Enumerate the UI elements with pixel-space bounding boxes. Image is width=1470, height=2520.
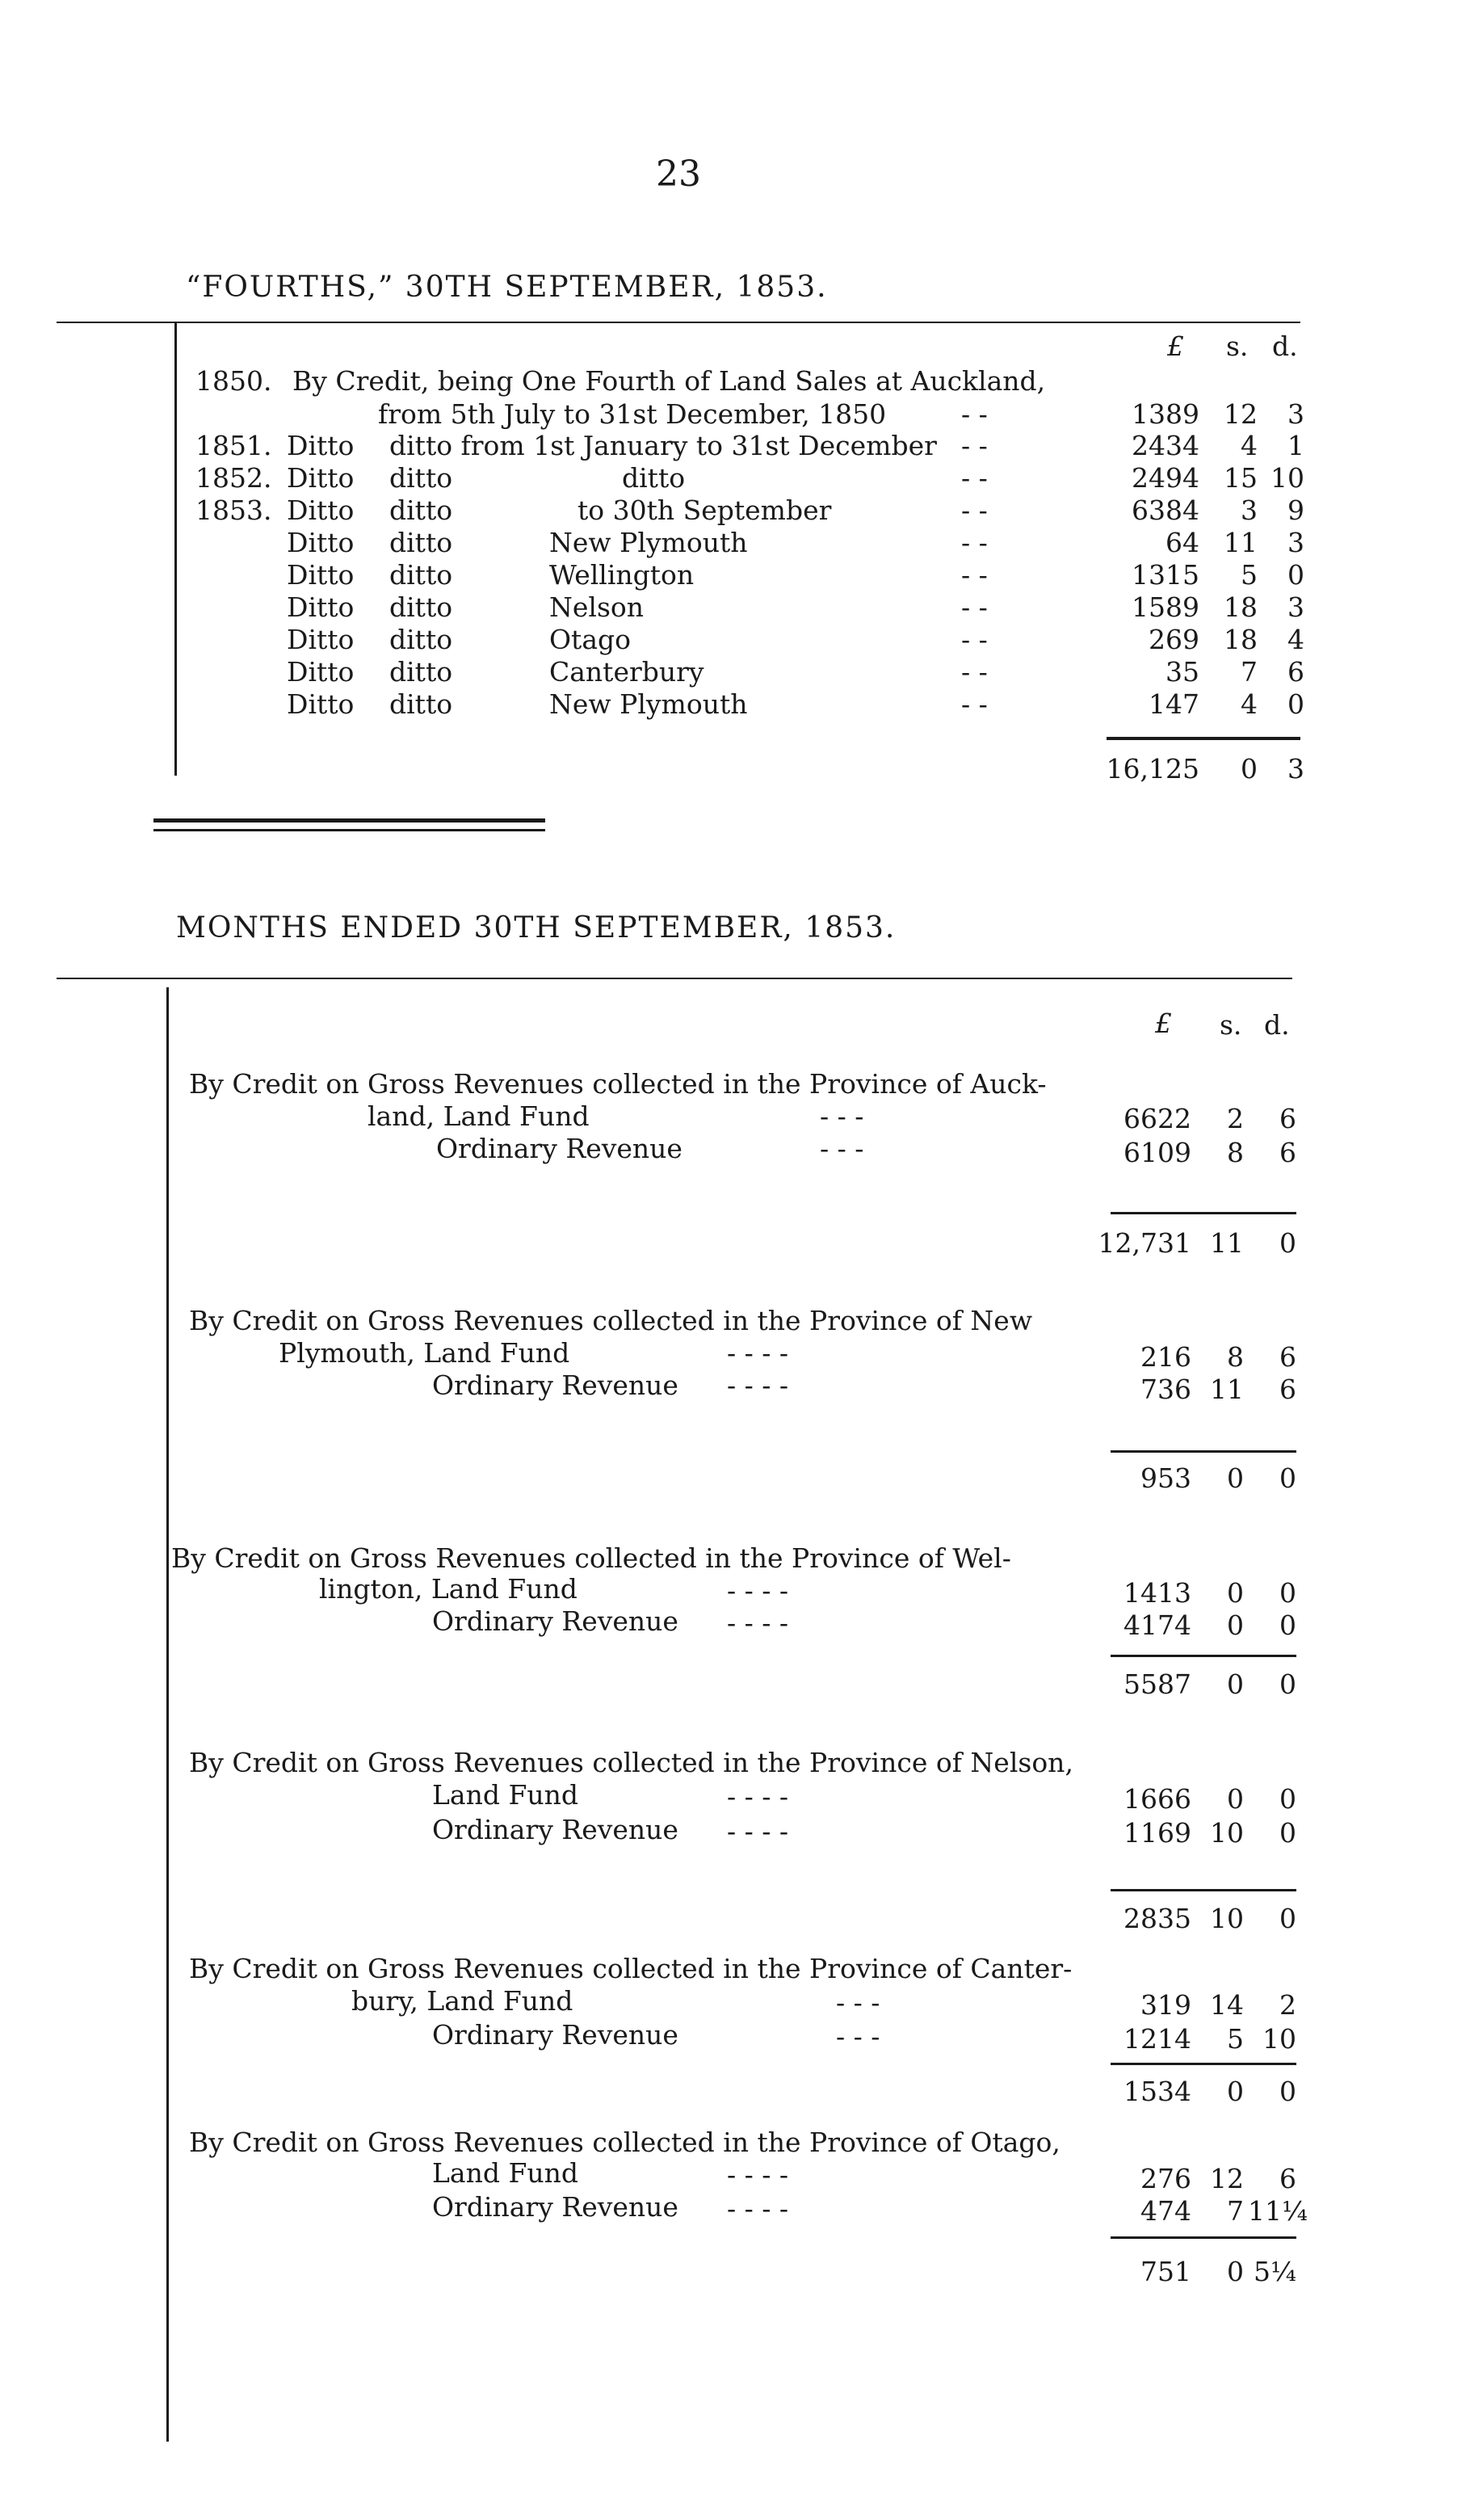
entry-ordinary-dashes: - - - bbox=[820, 1133, 864, 1164]
land-fund-shillings: 2 bbox=[1227, 1103, 1244, 1134]
row-ditto: Ditto bbox=[287, 494, 355, 526]
section2-pence-header: d. bbox=[1264, 1009, 1290, 1041]
row-dashes: - - bbox=[961, 559, 988, 591]
row-dashes: - - bbox=[961, 656, 988, 688]
section1-total-pence: 3 bbox=[1287, 753, 1304, 785]
row-pounds: 64 bbox=[1166, 527, 1199, 558]
row-pounds: 6384 bbox=[1132, 494, 1199, 526]
ordinary-pounds: 6109 bbox=[1124, 1137, 1191, 1168]
total-pence: 5¼ bbox=[1254, 2256, 1296, 2287]
section1-total-rule bbox=[1107, 737, 1300, 740]
entry-ordinary-dashes: - - - - bbox=[727, 2193, 789, 2224]
row-place: ditto bbox=[622, 462, 686, 494]
row-pence: 10 bbox=[1270, 462, 1304, 494]
ordinary-shillings: 7 bbox=[1227, 2195, 1244, 2227]
total-shillings: 0 bbox=[1227, 1668, 1244, 1700]
entry-ordinary-label: Ordinary Revenue bbox=[432, 1605, 678, 1637]
land-fund-pence: 0 bbox=[1279, 1577, 1296, 1609]
row-dashes: - - bbox=[961, 430, 988, 461]
land-fund-pence: 0 bbox=[1279, 1783, 1296, 1815]
row-pence: 6 bbox=[1287, 656, 1304, 688]
total-shillings: 0 bbox=[1227, 2256, 1244, 2287]
subtotal-rule bbox=[1111, 2236, 1296, 2239]
row-dashes: - - bbox=[961, 688, 988, 720]
total-pence: 0 bbox=[1279, 1668, 1296, 1700]
ordinary-pence: 11¼ bbox=[1248, 2195, 1308, 2227]
row-ditto-2: ditto bbox=[389, 559, 453, 591]
row-ditto-2: ditto bbox=[389, 688, 453, 720]
total-pounds: 751 bbox=[1140, 2256, 1191, 2287]
entry-line1: By Credit on Gross Revenues collected in the Province of Wel- bbox=[171, 1542, 1011, 1574]
row-shillings: 18 bbox=[1224, 624, 1258, 655]
land-fund-shillings: 8 bbox=[1227, 1341, 1244, 1373]
total-pence: 0 bbox=[1279, 1227, 1296, 1259]
entry-ordinary-label: Ordinary Revenue bbox=[436, 1133, 682, 1164]
entry-line1: By Credit on Gross Revenues collected in the Province of Otago, bbox=[189, 2127, 1060, 2158]
section1-pound-header: £ bbox=[1167, 330, 1184, 362]
ordinary-shillings: 0 bbox=[1227, 1609, 1244, 1641]
entry-land-fund-dashes: - - - - bbox=[727, 1781, 789, 1812]
entry-land-fund-label: land, Land Fund bbox=[368, 1100, 590, 1132]
total-shillings: 11 bbox=[1210, 1227, 1244, 1259]
ordinary-pence: 10 bbox=[1262, 2023, 1296, 2055]
entry-ordinary-dashes: - - - - bbox=[727, 1607, 789, 1639]
section2-heading: MONTHS ENDED 30TH SEPTEMBER, 1853. bbox=[176, 911, 897, 944]
row-ditto: Ditto bbox=[287, 688, 355, 720]
ordinary-pounds: 1169 bbox=[1124, 1817, 1191, 1849]
section1-total-pounds: 16,125 bbox=[1106, 753, 1199, 785]
total-pounds: 1534 bbox=[1124, 2076, 1191, 2107]
entry-ordinary-dashes: - - - - bbox=[727, 1815, 789, 1847]
row-shillings: 15 bbox=[1224, 462, 1258, 494]
entry-line1: By Credit on Gross Revenues collected in the Province of Auck- bbox=[189, 1068, 1047, 1100]
section1-shilling-header: s. bbox=[1226, 330, 1249, 362]
ordinary-shillings: 11 bbox=[1210, 1374, 1244, 1405]
row-ditto-2: ditto bbox=[389, 494, 453, 526]
row-dashes: - - bbox=[961, 462, 988, 494]
land-fund-shillings: 12 bbox=[1210, 2163, 1244, 2194]
row-shillings: 11 bbox=[1224, 527, 1258, 558]
land-fund-pounds: 276 bbox=[1140, 2163, 1191, 2194]
row-ditto: Ditto bbox=[287, 656, 355, 688]
land-fund-shillings: 0 bbox=[1227, 1577, 1244, 1609]
ordinary-shillings: 5 bbox=[1227, 2023, 1244, 2055]
land-fund-pence: 6 bbox=[1279, 1103, 1296, 1134]
total-shillings: 0 bbox=[1227, 1462, 1244, 1494]
row-shillings: 5 bbox=[1241, 559, 1258, 591]
total-pence: 0 bbox=[1279, 2076, 1296, 2107]
entry-land-fund-label: bury, Land Fund bbox=[351, 1985, 573, 2017]
row-place: New Plymouth bbox=[549, 527, 748, 558]
row-pence: 3 bbox=[1287, 527, 1304, 558]
entry-land-fund-dashes: - - - - bbox=[727, 1337, 789, 1369]
total-pounds: 5587 bbox=[1124, 1668, 1191, 1700]
total-pence: 0 bbox=[1279, 1462, 1296, 1494]
row-pence: 0 bbox=[1287, 688, 1304, 720]
row-year: 1851. bbox=[195, 430, 272, 461]
row-year: 1850. bbox=[195, 365, 272, 397]
ordinary-pence: 0 bbox=[1279, 1609, 1296, 1641]
total-shillings: 10 bbox=[1210, 1903, 1244, 1934]
land-fund-pence: 2 bbox=[1279, 1989, 1296, 2021]
row-place: Canterbury bbox=[549, 656, 704, 688]
row-dashes: - - bbox=[961, 494, 988, 526]
land-fund-pounds: 1413 bbox=[1124, 1577, 1191, 1609]
entry-ordinary-dashes: - - - bbox=[836, 2021, 880, 2052]
land-fund-shillings: 14 bbox=[1210, 1989, 1244, 2021]
ordinary-pence: 6 bbox=[1279, 1374, 1296, 1405]
row-pence: 3 bbox=[1287, 591, 1304, 623]
entry-ordinary-label: Ordinary Revenue bbox=[432, 1814, 678, 1845]
subtotal-rule bbox=[1111, 1450, 1296, 1453]
section1-pence-header: d. bbox=[1272, 330, 1298, 362]
row-pounds: 2434 bbox=[1132, 430, 1199, 461]
entry-land-fund-dashes: - - - bbox=[820, 1100, 864, 1132]
row-ditto-2: ditto bbox=[389, 656, 453, 688]
land-fund-pounds: 6622 bbox=[1124, 1103, 1191, 1134]
land-fund-pounds: 216 bbox=[1140, 1341, 1191, 1373]
ordinary-pounds: 736 bbox=[1140, 1374, 1191, 1405]
row-place: Nelson bbox=[549, 591, 645, 623]
row-pence: 0 bbox=[1287, 559, 1304, 591]
ordinary-pence: 6 bbox=[1279, 1137, 1296, 1168]
row-dashes: - - bbox=[961, 527, 988, 558]
entry-line1: By Credit on Gross Revenues collected in the Province of Nelson, bbox=[189, 1747, 1073, 1778]
row-pounds: 1389 bbox=[1132, 398, 1199, 430]
section1-total-shillings: 0 bbox=[1241, 753, 1258, 785]
land-fund-pounds: 1666 bbox=[1124, 1783, 1191, 1815]
row-shillings: 7 bbox=[1241, 656, 1258, 688]
entry-ordinary-dashes: - - - - bbox=[727, 1369, 789, 1401]
entry-land-fund-dashes: - - - - bbox=[727, 1575, 789, 1606]
land-fund-pence: 6 bbox=[1279, 1341, 1296, 1373]
row-ditto-2: ditto bbox=[389, 591, 453, 623]
section1-top-rule bbox=[57, 322, 1300, 323]
section-divider-thin bbox=[153, 829, 545, 831]
row-pounds: 147 bbox=[1149, 688, 1199, 720]
ordinary-shillings: 8 bbox=[1227, 1137, 1244, 1168]
row-shillings: 4 bbox=[1241, 688, 1258, 720]
page-number: 23 bbox=[656, 154, 701, 195]
section2-pound-header: £ bbox=[1155, 1008, 1172, 1039]
row-shillings: 4 bbox=[1241, 430, 1258, 461]
entry-land-fund-label: Plymouth, Land Fund bbox=[279, 1337, 570, 1369]
subtotal-rule bbox=[1111, 1889, 1296, 1891]
row-pence: 4 bbox=[1287, 624, 1304, 655]
section2-left-rule bbox=[166, 987, 169, 2442]
row-year: 1852. bbox=[195, 462, 272, 494]
total-pounds: 2835 bbox=[1124, 1903, 1191, 1934]
row-description-cont: from 5th July to 31st December, 1850 bbox=[378, 398, 887, 430]
entry-line1: By Credit on Gross Revenues collected in the Province of Canter- bbox=[189, 1953, 1073, 1984]
row-place: Otago bbox=[549, 624, 631, 655]
row-pence: 1 bbox=[1287, 430, 1304, 461]
total-shillings: 0 bbox=[1227, 2076, 1244, 2107]
row-ditto: Ditto bbox=[287, 527, 355, 558]
ordinary-pounds: 474 bbox=[1140, 2195, 1191, 2227]
ordinary-pounds: 1214 bbox=[1124, 2023, 1191, 2055]
row-ditto: Ditto bbox=[287, 624, 355, 655]
row-dashes: - - bbox=[961, 624, 988, 655]
ordinary-pence: 0 bbox=[1279, 1817, 1296, 1849]
row-pounds: 35 bbox=[1166, 656, 1199, 688]
row-ditto-2: ditto bbox=[389, 462, 453, 494]
entry-ordinary-label: Ordinary Revenue bbox=[432, 2191, 678, 2223]
subtotal-rule bbox=[1111, 1212, 1296, 1214]
row-shillings: 12 bbox=[1224, 398, 1258, 430]
entry-land-fund-label: lington, Land Fund bbox=[319, 1573, 578, 1605]
land-fund-pounds: 319 bbox=[1140, 1989, 1191, 2021]
entry-land-fund-dashes: - - - bbox=[836, 1987, 880, 2018]
row-shillings: 3 bbox=[1241, 494, 1258, 526]
row-year: 1853. bbox=[195, 494, 272, 526]
ordinary-shillings: 10 bbox=[1210, 1817, 1244, 1849]
section1-heading: “FOURTHS,” 30TH SEPTEMBER, 1853. bbox=[186, 271, 828, 304]
entry-land-fund-dashes: - - - - bbox=[727, 2159, 789, 2190]
row-description: ditto from 1st January to 31st December bbox=[389, 430, 937, 461]
section2-top-rule bbox=[57, 978, 1292, 979]
row-description: By Credit, being One Fourth of Land Sales at Auckland, bbox=[292, 365, 1046, 397]
row-pounds: 1315 bbox=[1132, 559, 1199, 591]
entry-ordinary-label: Ordinary Revenue bbox=[432, 2019, 678, 2051]
row-pence: 3 bbox=[1287, 398, 1304, 430]
row-pence: 9 bbox=[1287, 494, 1304, 526]
subtotal-rule bbox=[1111, 1655, 1296, 1657]
section1-left-rule bbox=[174, 322, 177, 776]
entry-land-fund-label: Land Fund bbox=[432, 2157, 578, 2189]
ordinary-pounds: 4174 bbox=[1124, 1609, 1191, 1641]
entry-line1: By Credit on Gross Revenues collected in the Province of New bbox=[189, 1305, 1033, 1336]
total-pence: 0 bbox=[1279, 1903, 1296, 1934]
row-shillings: 18 bbox=[1224, 591, 1258, 623]
row-ditto: Ditto bbox=[287, 430, 355, 461]
row-pounds: 1589 bbox=[1132, 591, 1199, 623]
row-pounds: 2494 bbox=[1132, 462, 1199, 494]
land-fund-shillings: 0 bbox=[1227, 1783, 1244, 1815]
row-place: to 30th September bbox=[578, 494, 832, 526]
row-ditto: Ditto bbox=[287, 559, 355, 591]
section2-shilling-header: s. bbox=[1220, 1009, 1242, 1041]
row-place: New Plymouth bbox=[549, 688, 748, 720]
row-ditto-2: ditto bbox=[389, 624, 453, 655]
row-place: Wellington bbox=[549, 559, 695, 591]
entry-land-fund-label: Land Fund bbox=[432, 1779, 578, 1811]
row-dashes: - - bbox=[961, 591, 988, 623]
entry-ordinary-label: Ordinary Revenue bbox=[432, 1369, 678, 1401]
row-ditto-2: ditto bbox=[389, 527, 453, 558]
land-fund-pence: 6 bbox=[1279, 2163, 1296, 2194]
total-pounds: 12,731 bbox=[1098, 1227, 1191, 1259]
total-pounds: 953 bbox=[1140, 1462, 1191, 1494]
subtotal-rule bbox=[1111, 2063, 1296, 2065]
row-dashes: - - bbox=[961, 398, 988, 430]
row-ditto: Ditto bbox=[287, 591, 355, 623]
row-pounds: 269 bbox=[1149, 624, 1199, 655]
section-divider-thick bbox=[153, 818, 545, 822]
row-ditto: Ditto bbox=[287, 462, 355, 494]
